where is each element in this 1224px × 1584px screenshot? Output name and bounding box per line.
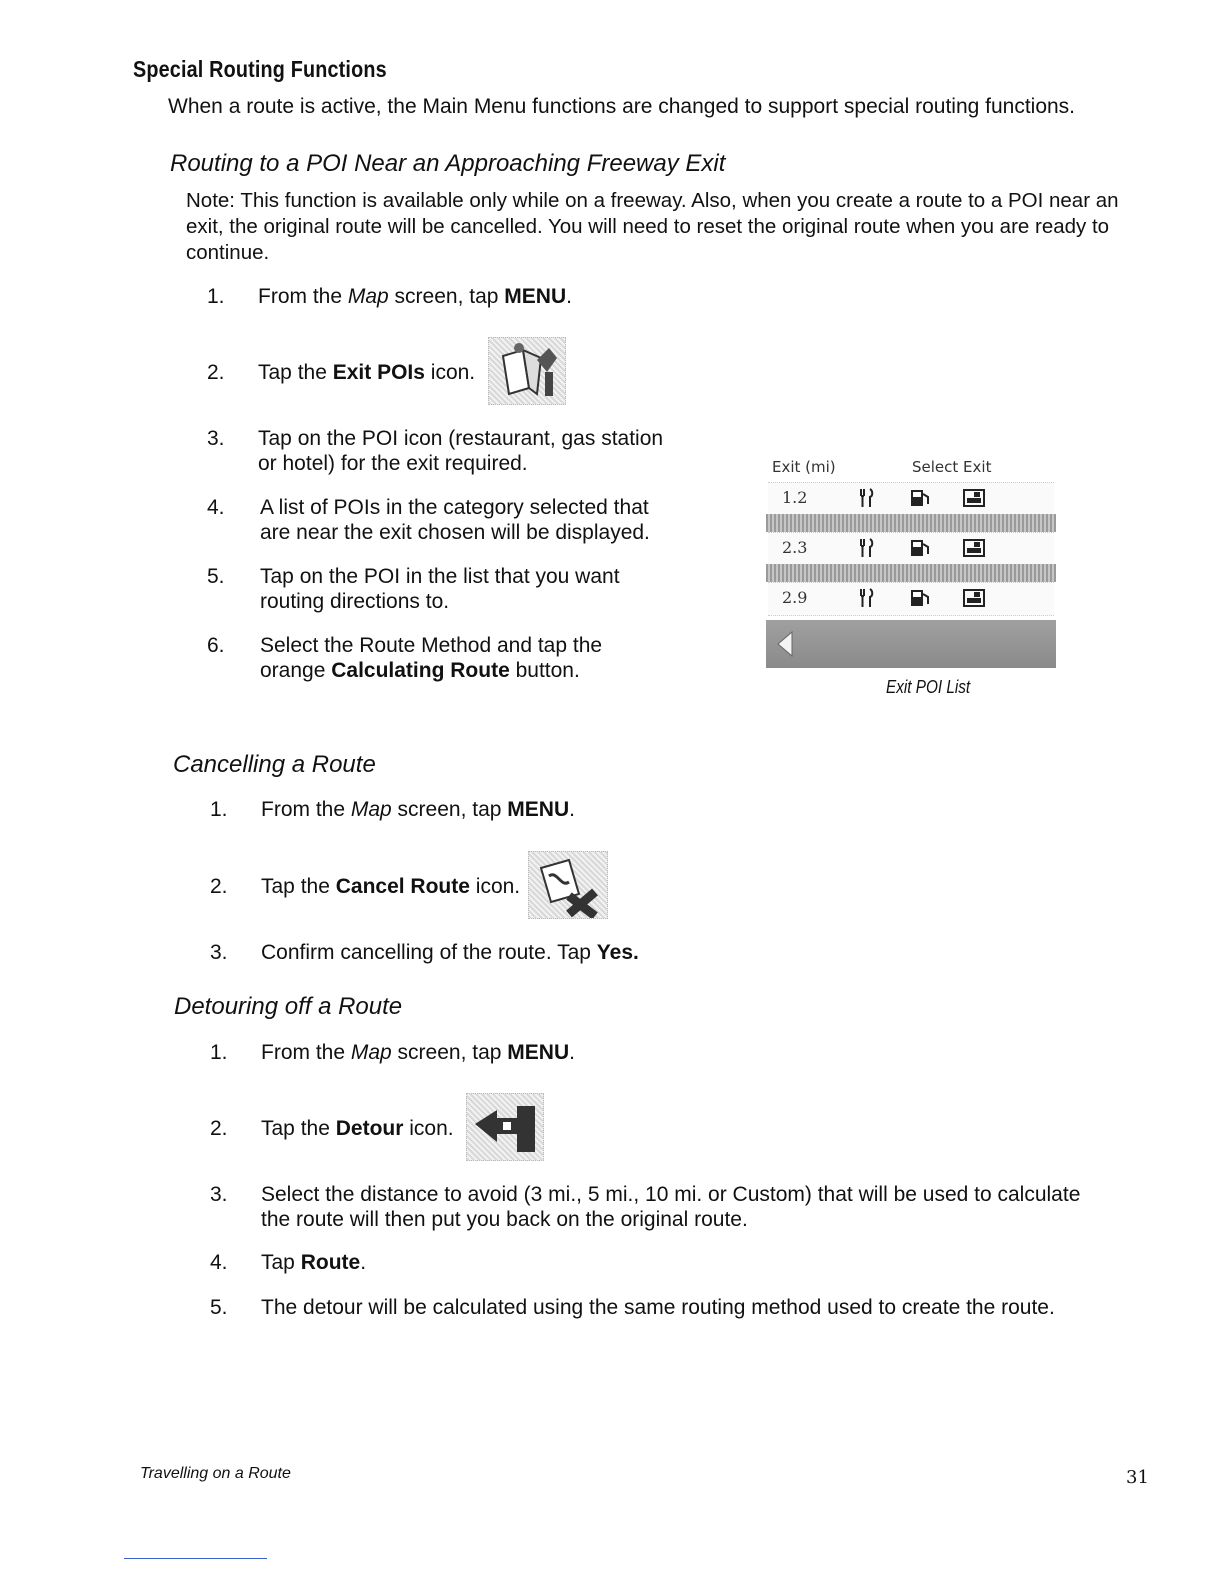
column-header-exit: Exit (mi) [772, 458, 836, 476]
step-cancel-2: 2. Tap the Cancel Route icon. [210, 875, 521, 898]
step-detour-5: 5. The detour will be calculated using the same routing method used to create the route. [210, 1296, 1055, 1319]
step-poi-5: 5. Tap on the POI in the list that you want routing directions to. [207, 565, 620, 613]
step-cancel-3: 3. Confirm cancelling of the route. Tap Yes. [210, 941, 639, 964]
restaurant-icon[interactable] [858, 487, 876, 509]
exit-pois-icon [488, 337, 566, 405]
step-detour-3: 3. Select the distance to avoid (3 mi., 5 mi., 10 mi. or Custom) that will be used to calculate the route will then put you back on the original route. [210, 1183, 1081, 1231]
heading-poi-exit: Routing to a POI Near an Approaching Freeway Exit [170, 150, 726, 177]
footer-chapter: Travelling on a Route [140, 1465, 291, 1482]
step-detour-2: 2. Tap the Detour icon. [210, 1117, 454, 1140]
exit-poi-list-screen [766, 452, 1056, 668]
heading-detour: Detouring off a Route [174, 993, 403, 1020]
hotel-icon[interactable] [962, 487, 986, 509]
exit-row[interactable]: 2.9 [768, 582, 1054, 616]
step-cancel-1: 1. From the Map screen, tap MENU. [210, 798, 575, 821]
page-number: 31 [1126, 1467, 1149, 1488]
cancel-route-icon [528, 851, 608, 919]
hotel-icon[interactable] [962, 537, 986, 559]
figure-caption: Exit POI List [886, 677, 971, 697]
hotel-icon[interactable] [962, 587, 986, 609]
exit-row[interactable]: 1.2 [768, 482, 1054, 516]
poi-list-toolbar [766, 620, 1056, 668]
exit-row[interactable]: 2.3 [768, 532, 1054, 566]
note-paragraph: Note: This function is available only while on a freeway. Also, when you create a route to a POI near an exit, the original route will be cancelled. You will need to reset the original route when you are ready to continue. [186, 189, 1119, 264]
step-poi-4: 4. A list of POIs in the category selected that are near the exit chosen will be displayed. [207, 496, 650, 544]
footer-rule [124, 1558, 267, 1559]
back-arrow-icon[interactable] [774, 630, 796, 658]
intro-paragraph: When a route is active, the Main Menu functions are changed to support special routing functions. [168, 95, 1076, 118]
heading-cancel-route: Cancelling a Route [173, 751, 376, 778]
step-detour-4: 4. Tap Route. [210, 1251, 367, 1274]
page-title: Special Routing Functions [133, 56, 387, 82]
restaurant-icon[interactable] [858, 587, 876, 609]
step-poi-2: 2. Tap the Exit POIs icon. [207, 361, 476, 384]
step-poi-3: 3. Tap on the POI icon (restaurant, gas station or hotel) for the exit required. [207, 427, 664, 475]
row-separator [766, 514, 1056, 532]
gas-station-icon[interactable] [908, 587, 932, 609]
step-poi-1: 1. From the Map screen, tap MENU. [207, 285, 572, 308]
gas-station-icon[interactable] [908, 487, 932, 509]
detour-icon [466, 1093, 544, 1161]
step-poi-6: 6. Select the Route Method and tap the orange Calculating Route button. [207, 634, 603, 682]
gas-station-icon[interactable] [908, 537, 932, 559]
column-header-select-exit: Select Exit [912, 458, 992, 476]
row-separator [766, 564, 1056, 582]
restaurant-icon[interactable] [858, 537, 876, 559]
step-detour-1: 1. From the Map screen, tap MENU. [210, 1041, 575, 1064]
